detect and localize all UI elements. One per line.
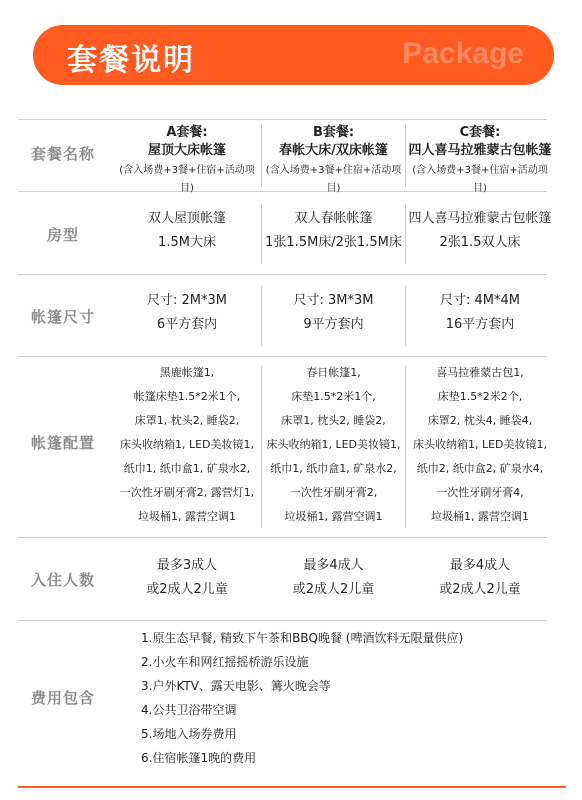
config-item: 纸巾2, 纸巾盒2, 矿泉水4, (416, 462, 544, 475)
package-c-occupancy (406, 554, 554, 602)
row-divider (18, 356, 547, 357)
config-item: 垃圾桶1, 露营空调1 (138, 510, 236, 523)
config-item: 床头收纳箱1, LED美妆镜1, (412, 438, 548, 451)
package-a-room (113, 207, 261, 255)
config-item: 床头收纳箱1, LED美妆镜1, (266, 438, 401, 451)
config-item: 黑鹿帐篷1, (159, 366, 215, 379)
config-item: 床垫1.5*2米2个, (437, 390, 523, 403)
row-divider (18, 274, 547, 275)
package-a-config (113, 361, 261, 529)
page-title: 套餐说明 (67, 43, 195, 78)
alt-occupancy: 或2成人2儿童 (146, 582, 228, 597)
config-item: 床罩1, 枕头2, 睡袋2, (134, 414, 240, 427)
fee-item: 6.住宿帐篷1晚的费用 (141, 751, 257, 765)
row-divider (18, 537, 547, 538)
config-item: 垃圾桶1, 露营空调1 (284, 510, 383, 523)
bed-size-line: 1张1.5M床/2张1.5M床 (265, 235, 402, 250)
package-b-note: (含入场费+3餐+住宿+活动项目) (265, 165, 402, 194)
package-c-name-1: C套餐: (459, 125, 501, 140)
package-c-config (406, 361, 554, 529)
config-item: 垃圾桶1, 露营空调1 (431, 510, 529, 523)
room-type-line: 双人春帐帐篷 (294, 211, 373, 226)
tent-area: 6平方套内 (156, 317, 218, 332)
package-a-occupancy (113, 554, 261, 602)
tent-area: 16平方套内 (445, 317, 515, 332)
tent-dimensions: 尺寸: 2M*3M (147, 293, 227, 308)
package-b-occupancy (261, 554, 406, 602)
package-a-name-2: 屋顶大床帐篷 (147, 143, 226, 158)
config-item: 一次性牙刷牙膏4, (436, 486, 524, 499)
label-room-type: 房型 (46, 226, 79, 244)
fee-item: 1.原生态早餐, 精致下午茶和BBQ晚餐 (啤酒饮料无限量供应) (141, 631, 464, 645)
config-item: 床头收纳箱1, LED美妆镜1, (119, 438, 255, 451)
fee-item: 4.公共卫浴带空调 (141, 703, 237, 717)
config-item: 床罩2, 枕头4, 睡袋4, (427, 414, 533, 427)
config-item: 喜马拉雅蒙古包1, (436, 366, 524, 379)
package-b-size (261, 289, 406, 337)
package-a-size (113, 289, 261, 337)
package-c-header (406, 124, 554, 198)
page-subtitle: Package (402, 37, 524, 70)
package-a-note: (含入场费+3餐+住宿+活动项目) (119, 165, 255, 194)
package-c-note: (含入场费+3餐+住宿+活动项目) (412, 165, 548, 194)
config-item: 一次性牙刷牙膏2, 露营灯1, (119, 486, 255, 499)
package-b-config (261, 361, 406, 529)
label-occupancy: 入住人数 (30, 571, 95, 589)
max-adults: 最多3成人 (156, 558, 218, 573)
label-tent-size: 帐篷尺寸 (30, 308, 95, 326)
header-banner (33, 25, 554, 85)
package-a-name-1: A套餐: (166, 125, 208, 140)
package-b-name-1: B套餐: (312, 125, 355, 140)
label-fees: 费用包含 (30, 689, 95, 707)
label-tent-config: 帐篷配置 (30, 434, 95, 452)
config-item: 春日帐篷1, (306, 366, 361, 379)
bottom-accent-bar (18, 786, 566, 788)
bed-size-line: 1.5M大床 (158, 235, 216, 250)
row-divider (18, 620, 547, 621)
room-type-line: 双人屋顶帐篷 (147, 211, 226, 226)
table-top-line (18, 119, 547, 120)
tent-area: 9平方套内 (303, 317, 364, 332)
package-b-header (261, 124, 406, 198)
room-type-line: 四人喜马拉雅蒙古包帐篷 (408, 211, 552, 226)
package-c-size (406, 289, 554, 337)
bed-size-line: 2张1.5双人床 (439, 235, 521, 250)
config-item: 一次性牙刷牙膏2, (289, 486, 378, 499)
package-b-room (261, 207, 406, 255)
tent-dimensions: 尺寸: 4M*4M (440, 293, 520, 308)
fee-item: 2.小火车和网红摇摇桥游乐设施 (141, 655, 309, 669)
package-c-name-2: 四人喜马拉雅蒙古包帐篷 (408, 143, 552, 158)
config-item: 纸巾1, 纸巾盒1, 矿泉水2, (123, 462, 251, 475)
package-c-room (406, 207, 554, 255)
fee-item: 3.户外KTV、露天电影、篝火晚会等 (141, 679, 331, 693)
config-item: 床垫1.5*2米1个, (291, 390, 376, 403)
max-adults: 最多4成人 (303, 558, 364, 573)
alt-occupancy: 或2成人2儿童 (439, 582, 521, 597)
config-item: 纸巾1, 纸巾盒1, 矿泉水2, (270, 462, 397, 475)
label-package-name: 套餐名称 (30, 145, 95, 163)
fee-item: 5.场地入场券费用 (141, 727, 237, 741)
package-a-header (113, 124, 261, 198)
fees-list (141, 626, 463, 770)
alt-occupancy: 或2成人2儿童 (292, 582, 375, 597)
package-b-name-2: 春帐大床/双床帐篷 (279, 143, 388, 158)
config-item: 床罩1, 枕头2, 睡袋2, (281, 414, 386, 427)
config-item: 帐篷床垫1.5*2米1个, (133, 390, 241, 403)
max-adults: 最多4成人 (449, 558, 511, 573)
tent-dimensions: 尺寸: 3M*3M (293, 293, 374, 308)
